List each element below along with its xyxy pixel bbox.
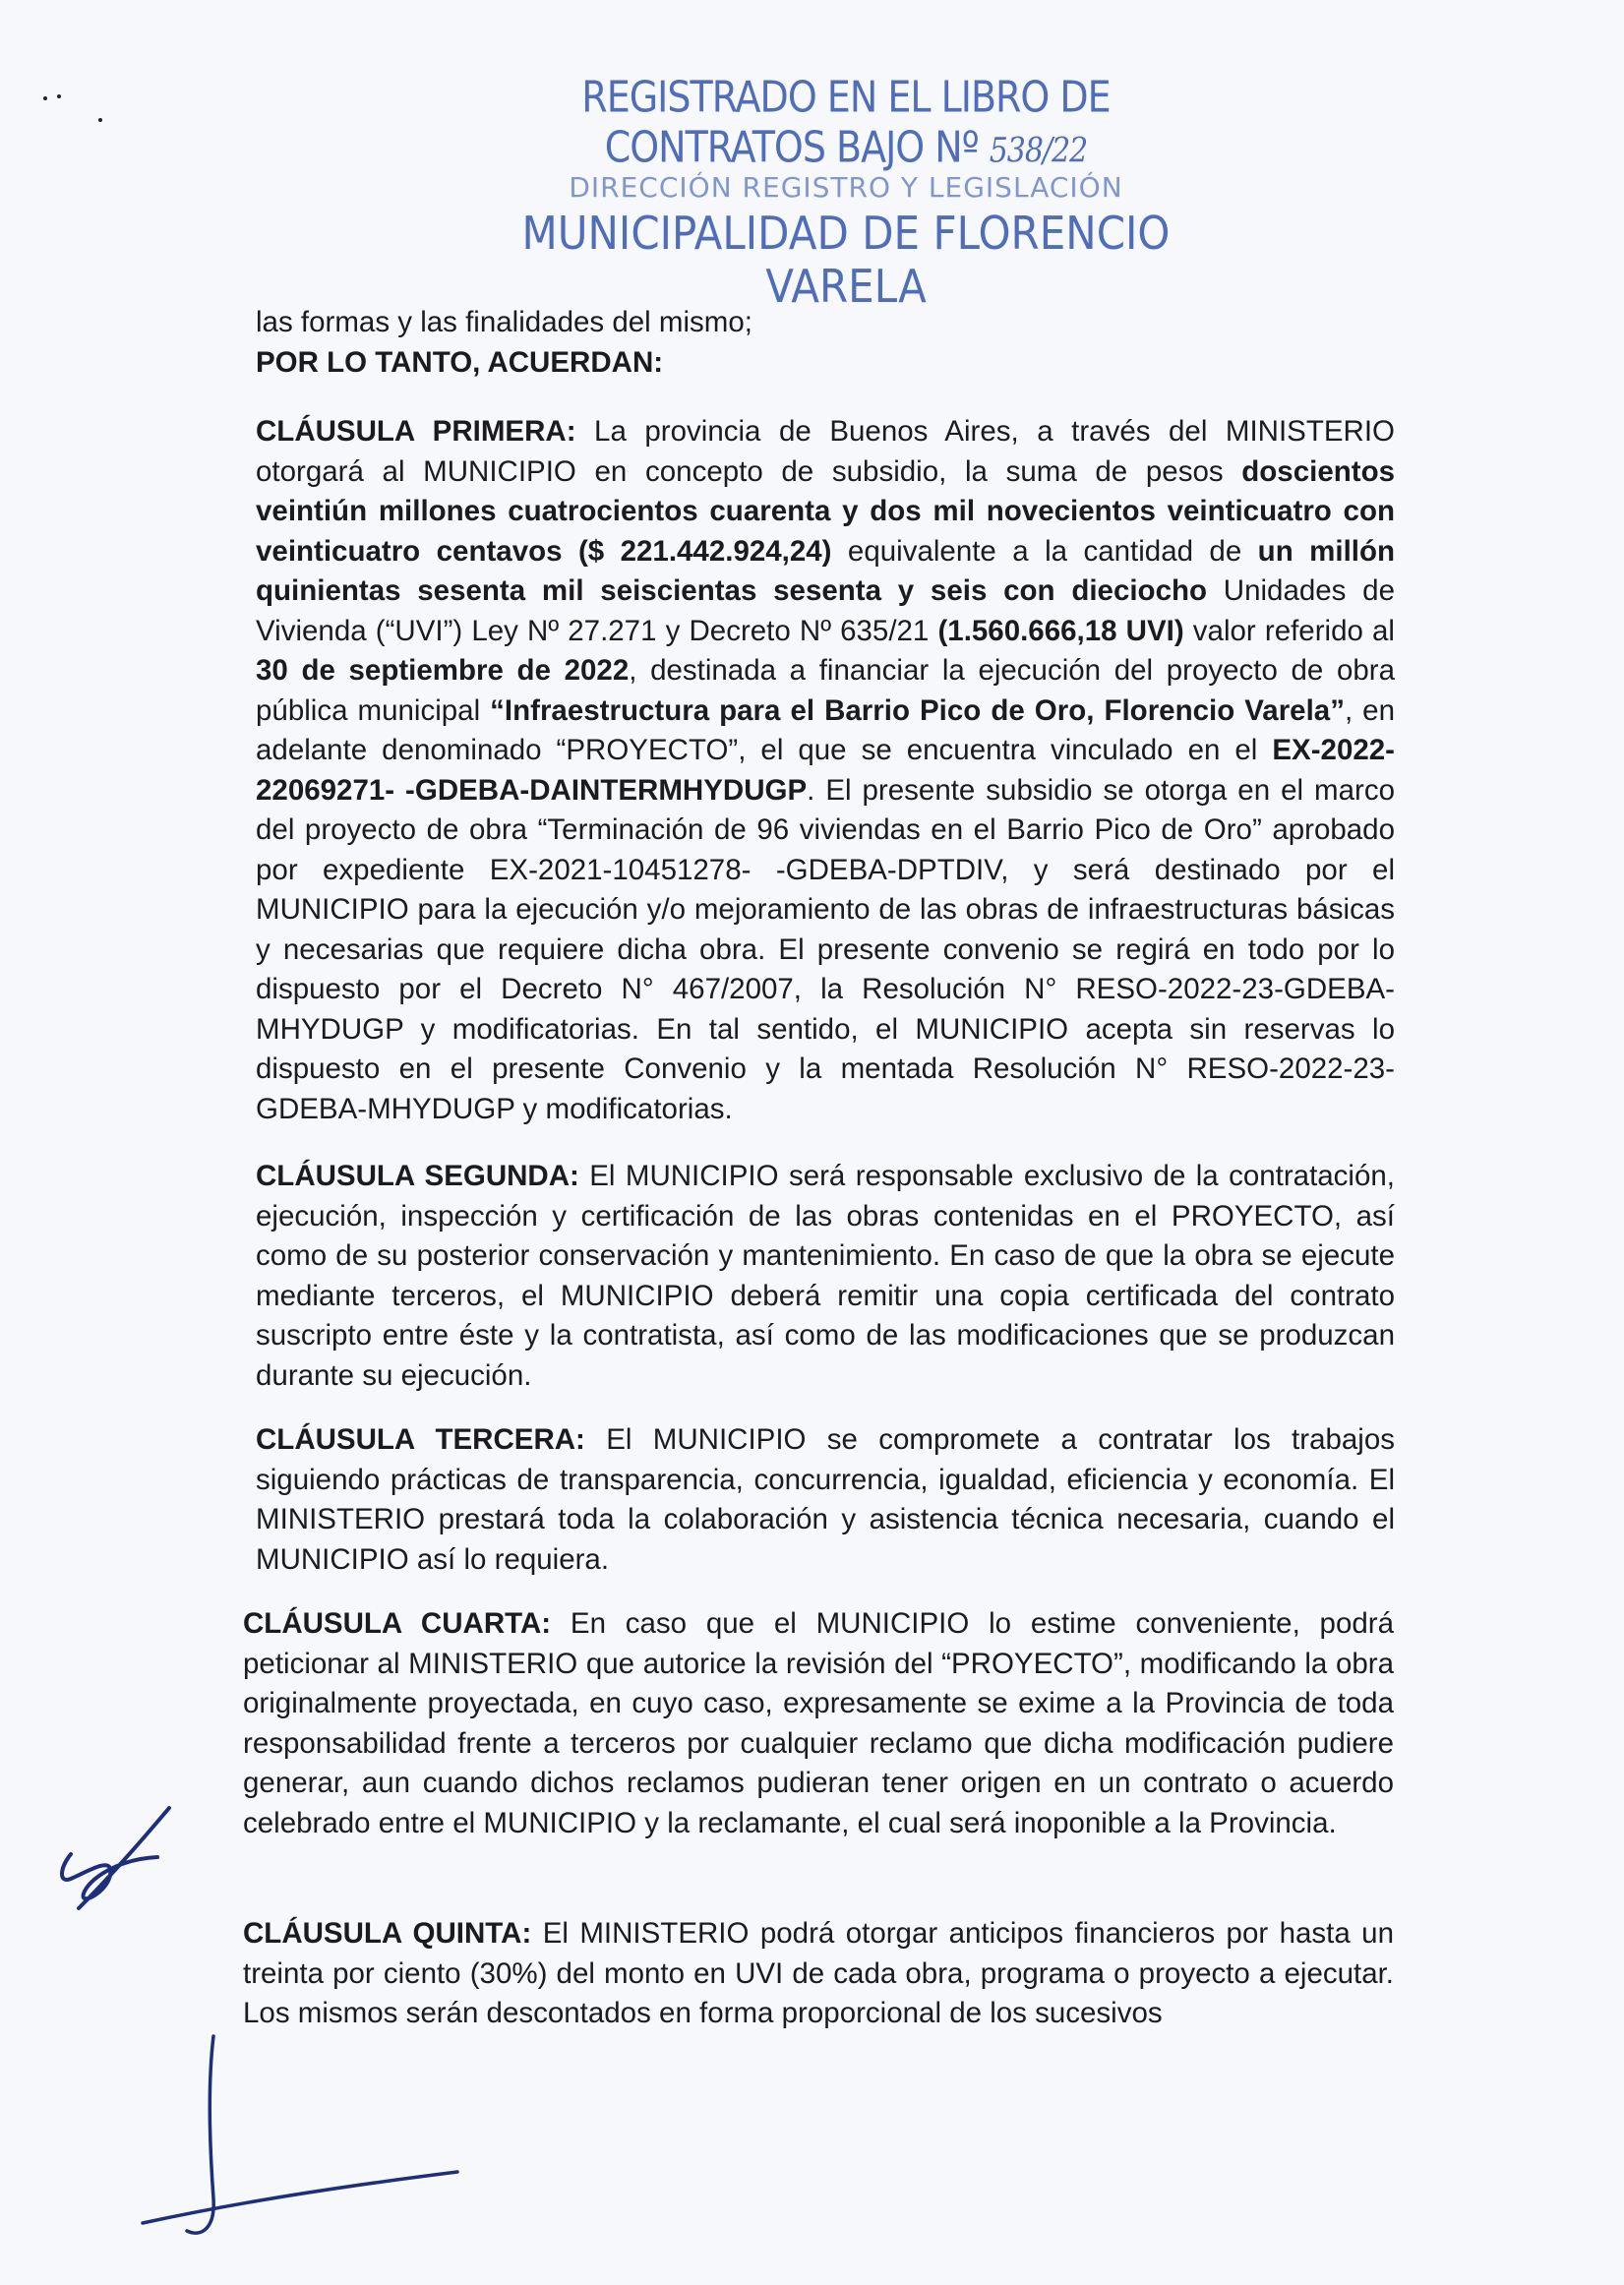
clausula-primera-text-3: Unidades de Vivienda (“UVI”) Ley Nº 27.271 y Decreto Nº 635/21	[256, 574, 1395, 647]
clausula-primera-amount: doscientos veintiún millones cuatrocientos cuarenta y dos mil novecientos veinticuatro con veinticuatro centavos ($ 221.442.924,24)	[256, 454, 1395, 568]
clausula-primera-uvi-amount: (1.560.666,18 UVI)	[937, 614, 1184, 647]
registry-stamp	[492, 72, 1200, 313]
initials-signature-icon	[49, 1800, 187, 1918]
stamp-line-2: DIRECCIÓN REGISTRO Y LEGISLACIÓN	[569, 171, 1123, 204]
intro-heading: POR LO TANTO, ACUERDAN:	[256, 345, 664, 379]
clausula-cuarta	[243, 1604, 1394, 1843]
clausula-quinta-title: CLÁUSULA QUINTA:	[243, 1917, 532, 1950]
clausula-tercera-text: El MUNICIPIO se compromete a contratar los trabajos siguiendo prácticas de transparencia, concurrencia, igualdad, eficiencia y economía. El MINISTERIO prestará toda la colaboración y asistencia técnica necesaria, cuando el MUNICIPIO así lo requiera.	[256, 1423, 1396, 1576]
clausula-primera-uvi-words: un millón quinientas sesenta mil seiscientas sesenta y seis con dieciocho	[256, 534, 1395, 607]
clausula-segunda-text: El MUNICIPIO será responsable exclusivo de la contratación, ejecución, inspección y certificación de las obras contenidas en el PROYECTO, así como de su posterior conservación y mantenimiento. En caso de que la obra se ejecute mediante terceros, el MUNICIPIO deberá remitir una copia certificada del contrato suscripto entre éste y la contratista, así como de las modificaciones que se produzcan durante su ejecución.	[256, 1160, 1395, 1392]
stamp-line-1	[492, 72, 1200, 171]
clausula-primera-date: 30 de septiembre de 2022	[256, 654, 630, 687]
stamp-line-3: MUNICIPALIDAD DE FLORENCIO VARELA	[521, 207, 1171, 313]
clausula-tercera	[256, 1420, 1395, 1580]
stamp-line-1-text: REGISTRADO EN EL LIBRO DE CONTRATOS BAJO Nº	[581, 72, 1111, 172]
intro	[256, 303, 1395, 383]
clausula-primera-text-7: . El presente subsidio se otorga en el marco del proyecto de obra “Terminación de 96 viviendas en el Barrio Pico de Oro” aprobado por expediente EX-2021-10451278- -GDEBA-DPTDIV, y será destinado por el MUNICIPIO para la ejecución y/o mejoramiento de las obras de infraestructuras básicas y necesarias que requiere dicha obra. El presente convenio se regirá en todo por lo dispuesto por el Decreto N° 467/2007, la Resolución N° RESO-2022-23-GDEBA-MHYDUGP y modificatorias. En tal sentido, el MUNICIPIO acepta sin reservas lo dispuesto en el presente Convenio y la mentada Resolución N° RESO-2022-23-GDEBA-MHYDUGP y modificatorias.	[256, 773, 1395, 1125]
clausula-cuarta-text: En caso que el MUNICIPIO lo estime conveniente, podrá peticionar al MINISTERIO que autorice la revisión del “PROYECTO”, modificando la obra originalmente proyectada, en cuyo caso, expresamente se exime a la Provincia de toda responsabilidad frente a terceros por cualquier reclamo que dicha modificación pudiere generar, aun cuando dichos reclamos pudieran tener origen en un contrato o acuerdo celebrado entre el MUNICIPIO y la reclamante, el cual será inoponible a la Provincia.	[243, 1607, 1395, 1839]
clausula-primera-text-1: La provincia de Buenos Aires, a través del MINISTERIO otorgará al MUNICIPIO en concepto de subsidio, la suma de pesos	[256, 415, 1395, 488]
clausula-primera-text-6: , en adelante denominado “PROYECTO”, el que se encuentra vinculado en el	[256, 693, 1395, 766]
clausula-quinta-text: El MINISTERIO podrá otorgar anticipos financieros por hasta un treinta por ciento (30%) del monto en UVI de cada obra, programa o proyecto a ejecutar. Los mismos serán descontados en forma proporcional de los sucesivos	[243, 1917, 1394, 2029]
signature-icon	[133, 2026, 467, 2262]
intro-line: las formas y las finalidades del mismo;	[256, 306, 752, 338]
clausula-quinta	[243, 1914, 1394, 2034]
clausula-tercera-title: CLÁUSULA TERCERA:	[256, 1423, 585, 1456]
clausula-primera-text-4: valor referido al	[1183, 614, 1395, 647]
clausula-segunda-title: CLÁUSULA SEGUNDA:	[256, 1160, 579, 1192]
clausula-primera	[256, 412, 1395, 1129]
clausula-primera-expediente: EX-2022-22069271- -GDEBA-DAINTERMHYDUGP	[256, 734, 1395, 807]
clausula-cuarta-title: CLÁUSULA CUARTA:	[243, 1607, 552, 1640]
clausula-primera-project: “Infraestructura para el Barrio Pico de Oro, Florencio Varela”	[490, 693, 1345, 727]
clausula-primera-title: CLÁUSULA PRIMERA:	[256, 415, 576, 448]
clausula-segunda	[256, 1157, 1395, 1396]
clausula-primera-text-5: , destinada a financiar la ejecución del proyecto de obra pública municipal	[256, 654, 1395, 727]
clausula-primera-text-2: equivalente a la cantidad de	[831, 534, 1258, 568]
stamp-contract-number: 538/22	[989, 131, 1088, 171]
